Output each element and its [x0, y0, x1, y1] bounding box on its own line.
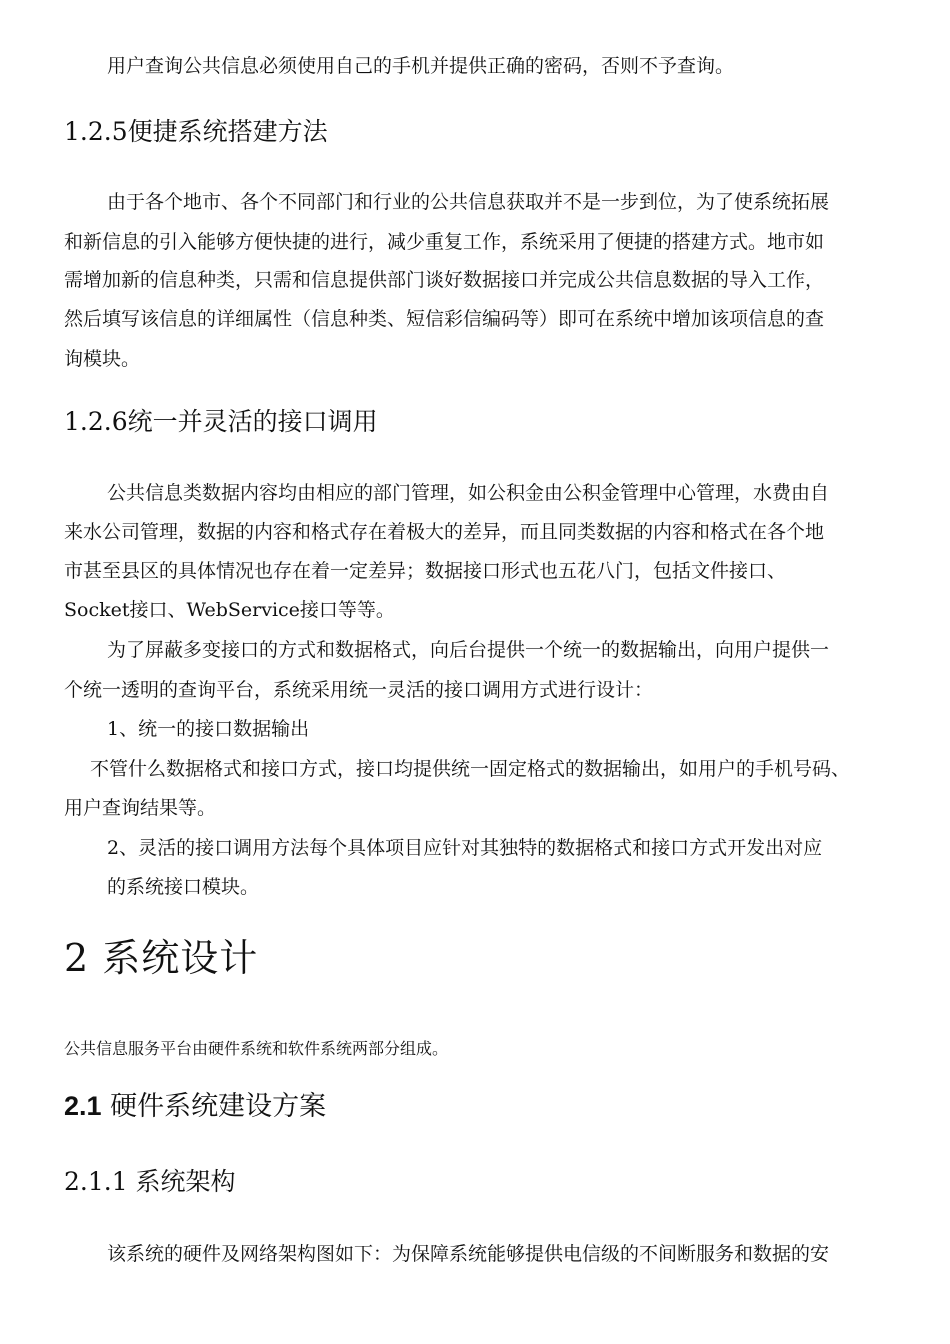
section-heading-2-1-1: 2.1.1 系统架构 [64, 1167, 236, 1196]
body-line: 公共信息类数据内容均由相应的部门管理，如公积金由公积金管理中心管理，水费由自 [107, 482, 830, 504]
body-line: 为了屏蔽多变接口的方式和数据格式，向后台提供一个统一的数据输出，向用户提供一 [107, 639, 830, 661]
body-line: 来水公司管理，数据的内容和格式存在着极大的差异，而且同类数据的内容和格式在各个地 [64, 521, 825, 543]
list-item: 2、灵活的接口调用方法每个具体项目应针对其独特的数据格式和接口方式开发出对应 [107, 837, 823, 859]
body-line: 需增加新的信息种类，只需和信息提供部门谈好数据接口并完成公共信息数据的导入工作， [64, 269, 825, 291]
body-line: 不管什么数据格式和接口方式，接口均提供统一固定格式的数据输出，如用户的手机号码、 [90, 758, 851, 780]
body-line: 个统一透明的查询平台，系统采用统一灵活的接口调用方式进行设计： [64, 679, 654, 701]
list-item: 1、统一的接口数据输出 [107, 718, 310, 740]
chapter-heading-2: 2 系统设计 [64, 936, 259, 980]
body-line: 用户查询公共信息必须使用自己的手机并提供正确的密码，否则不予查询。 [107, 55, 735, 77]
body-line: 用户查询结果等。 [64, 797, 217, 819]
body-line: 和新信息的引入能够方便快捷的进行，减少重复工作，系统采用了便捷的搭建方式。地市如 [64, 231, 825, 253]
body-line: 然后填写该信息的详细属性（信息种类、短信彩信编码等）即可在系统中增加该项信息的查 [64, 308, 825, 330]
section-heading-2-1 [64, 1089, 326, 1124]
body-line: 询模块。 [64, 348, 141, 370]
section-number: 2.1 [64, 1091, 102, 1121]
body-line: 由于各个地市、各个不同部门和行业的公共信息获取并不是一步到位，为了使系统拓展 [107, 191, 830, 213]
body-line: 公共信息服务平台由硬件系统和软件系统两部分组成。 [64, 1039, 449, 1058]
section-title: 硬件系统建设方案 [110, 1091, 327, 1122]
body-line: 的系统接口模块。 [107, 876, 260, 898]
section-heading-1-2-5: 1.2.5便捷系统搭建方法 [64, 117, 328, 146]
body-line: 该系统的硬件及网络架构图如下：为保障系统能够提供电信级的不间断服务和数据的安 [107, 1243, 830, 1265]
body-line: Socket接口、WebService接口等等。 [64, 599, 395, 621]
body-line: 市甚至县区的具体情况也存在着一定差异；数据接口形式也五花八门，包括文件接口、 [64, 560, 787, 582]
section-heading-1-2-6: 1.2.6统一并灵活的接口调用 [64, 407, 378, 436]
